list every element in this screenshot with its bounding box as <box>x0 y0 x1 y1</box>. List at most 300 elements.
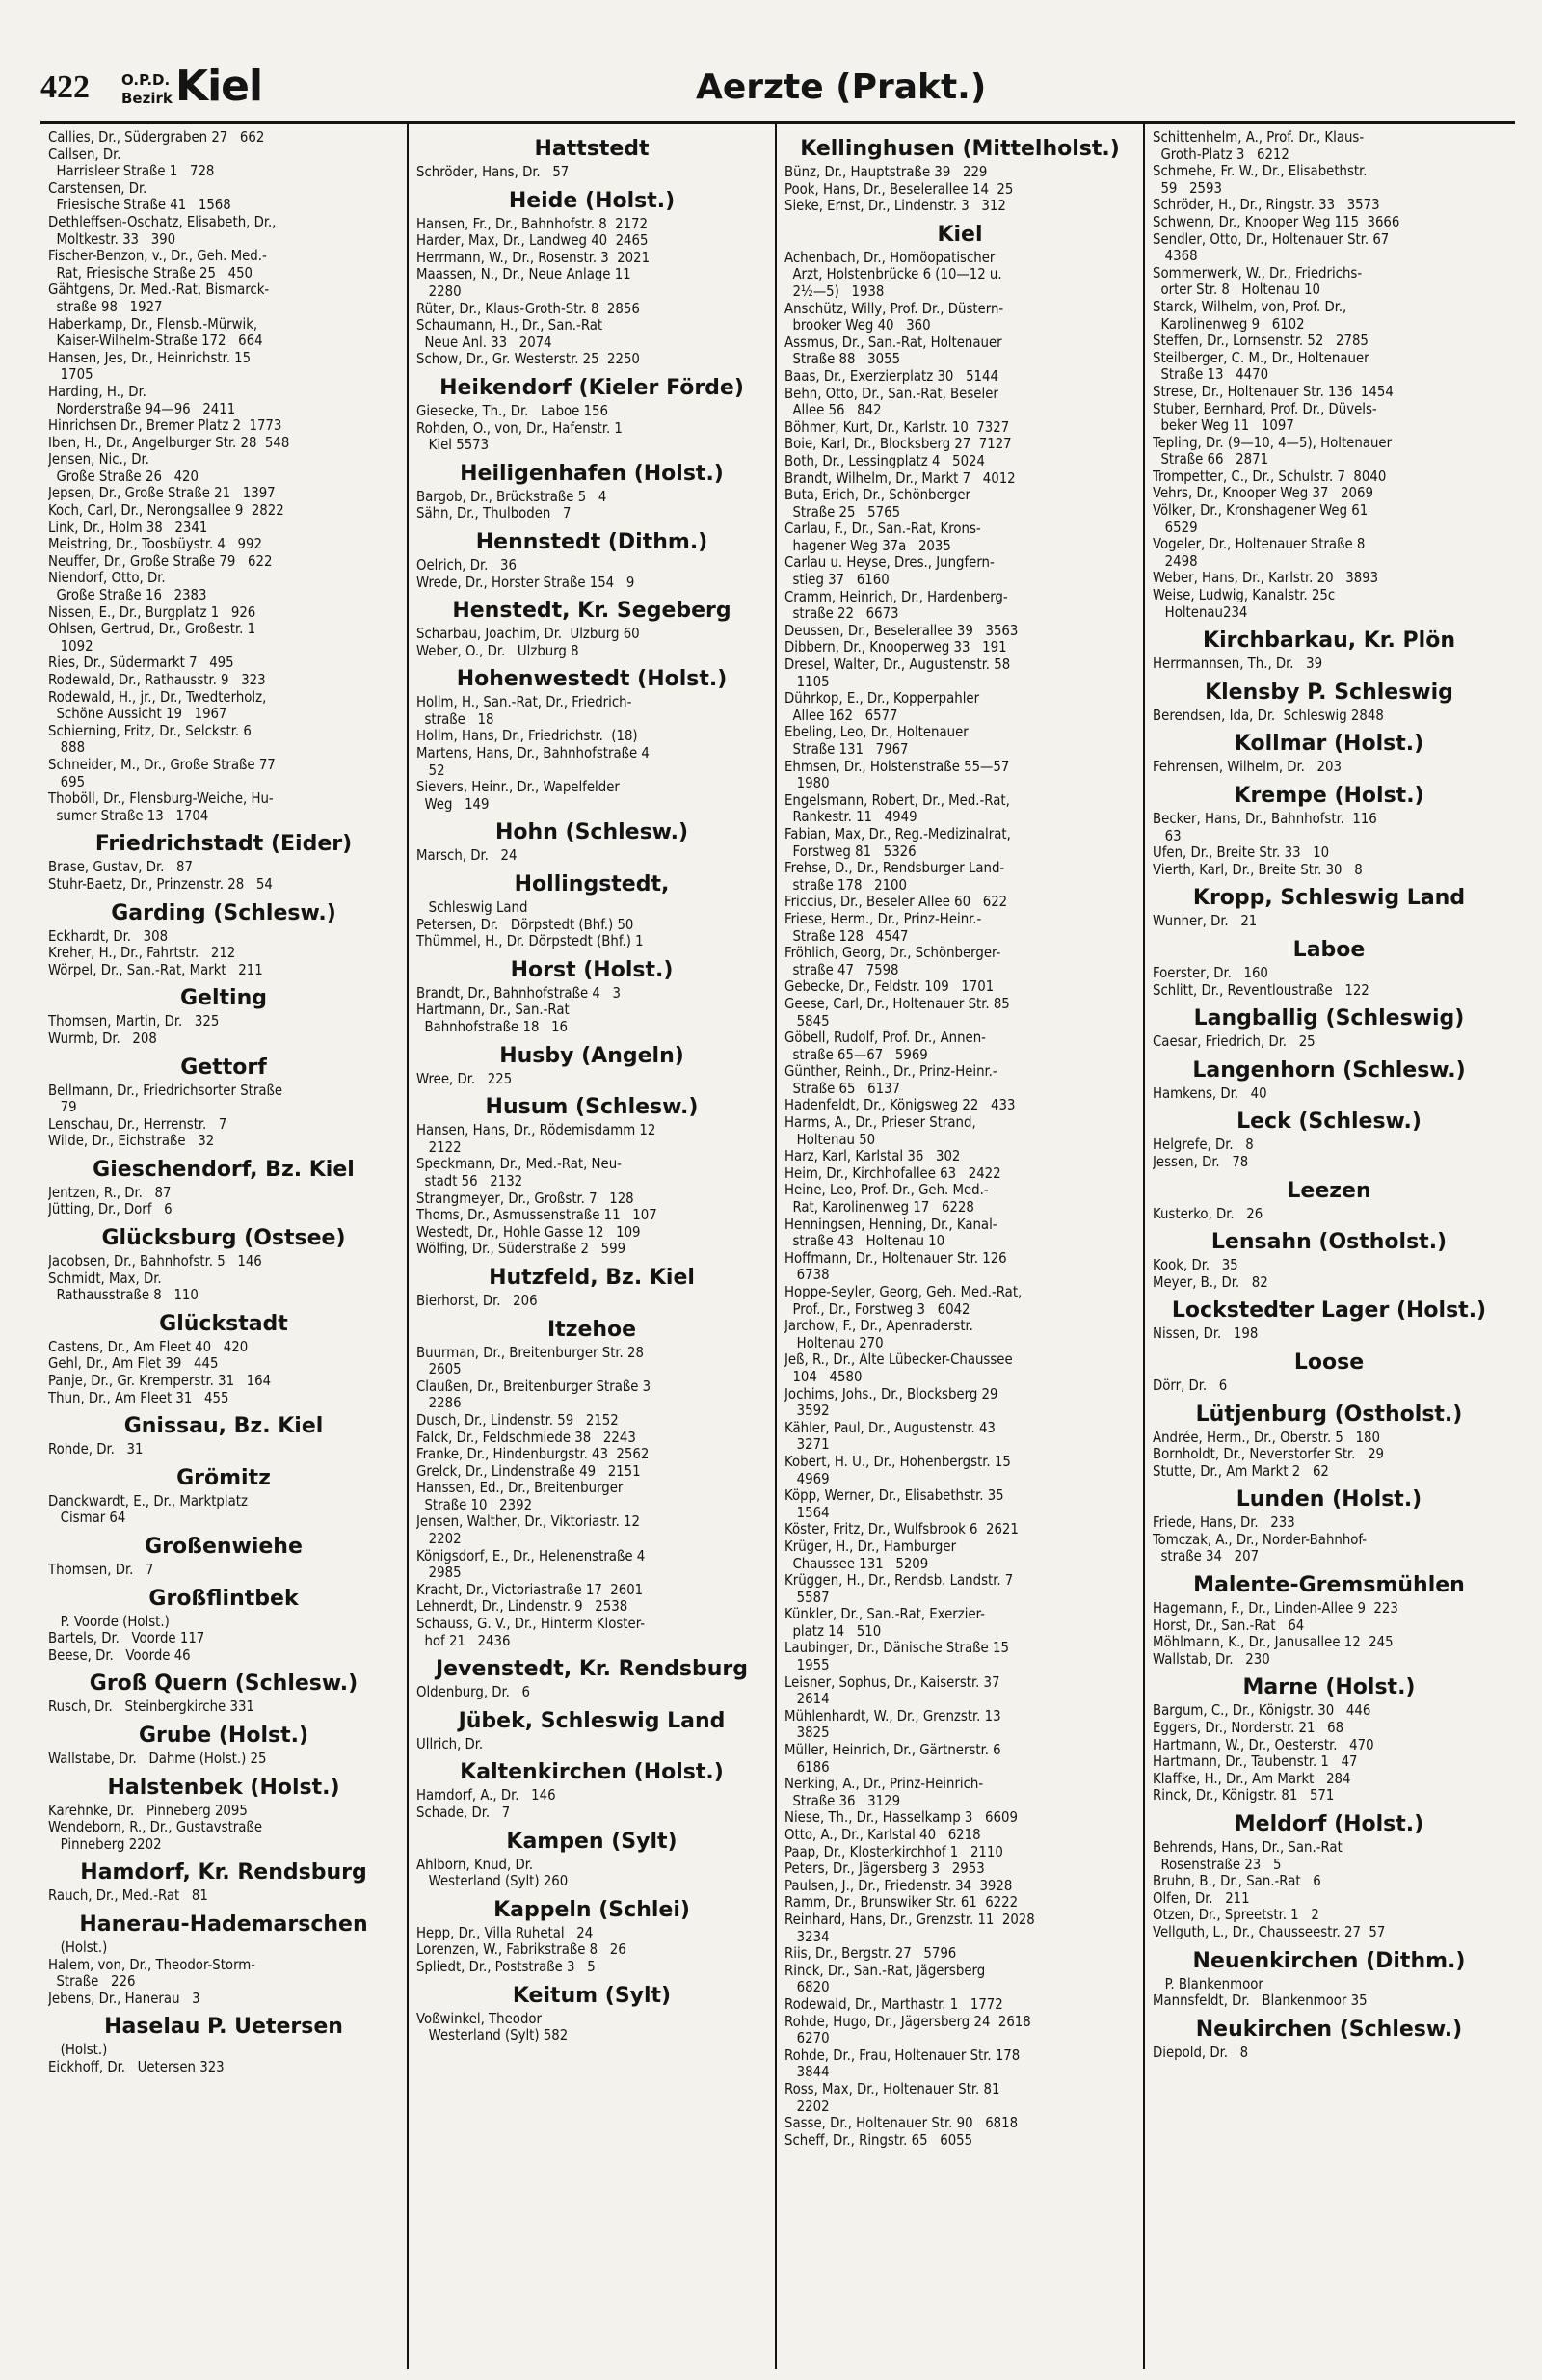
place-heading: Grömitz <box>176 1465 271 1490</box>
directory-entry: Harding, H., Dr. <box>48 383 146 400</box>
directory-entry: Voßwinkel, Theodor <box>416 2010 543 2027</box>
directory-entry: 1980 <box>784 775 830 792</box>
directory-entry: Jarchow, F., Dr., Apenraderstr. <box>784 1318 973 1335</box>
directory-entry: 63 <box>1153 827 1182 844</box>
place-heading: Glückstadt <box>159 1311 288 1336</box>
place-heading: Hennstedt (Dithm.) <box>475 529 708 554</box>
place-heading: Hanerau-Hademarschen <box>79 1912 368 1937</box>
directory-entry: Kobert, H. U., Dr., Hohenbergstr. 15 <box>784 1453 1011 1470</box>
directory-entry: straße 43 Holtenau 10 <box>784 1233 945 1250</box>
directory-entry: Thoms, Dr., Asmussenstraße 11 107 <box>416 1207 657 1224</box>
directory-entry: Böhmer, Kurt, Dr., Karlstr. 10 7327 <box>784 418 1010 436</box>
directory-entry: Holtenau234 <box>1153 603 1248 621</box>
directory-entry: Tomczak, A., Dr., Norder-Bahnhof- <box>1153 1531 1368 1548</box>
directory-entry: 79 <box>48 1099 77 1116</box>
place-heading: Gelting <box>180 986 267 1011</box>
directory-entry: Krüggen, H., Dr., Rendsb. Landstr. 7 <box>784 1572 1014 1590</box>
directory-entry: 104 4580 <box>784 1368 863 1385</box>
directory-entry: Buurman, Dr., Breitenburger Str. 28 <box>416 1344 644 1361</box>
directory-entry: Schmehe, Fr. W., Dr., Elisabethstr. <box>1153 163 1368 180</box>
directory-entry: Günther, Reinh., Dr., Prinz-Heinr.- <box>784 1063 997 1081</box>
directory-entry: Engelsmann, Robert, Dr., Med.-Rat, <box>784 791 1010 809</box>
place-heading: Gettorf <box>180 1055 267 1080</box>
place-heading: Garding (Schlesw.) <box>111 900 336 925</box>
directory-entry: Oldenburg, Dr. 6 <box>416 1684 531 1701</box>
directory-entry: Große Straße 16 2383 <box>48 587 207 604</box>
directory-entry: Schow, Dr., Gr. Westerstr. 25 2250 <box>416 351 640 368</box>
directory-entry: Jacobsen, Dr., Bahnhofstr. 5 146 <box>48 1253 262 1270</box>
directory-entry: straße 98 1927 <box>48 298 163 315</box>
directory-entry: Fischer-Benzon, v., Dr., Geh. Med.- <box>48 248 267 265</box>
directory-entry: Straße 131 7967 <box>784 741 909 758</box>
place-heading: Kaltenkirchen (Holst.) <box>460 1760 724 1785</box>
directory-entry: Holtenau 270 <box>784 1334 884 1351</box>
place-heading: Hattstedt <box>534 137 650 161</box>
directory-entry: Ufen, Dr., Breite Str. 33 10 <box>1153 844 1330 862</box>
page-header <box>40 62 1515 124</box>
directory-entry: Frehse, D., Dr., Rendsburger Land- <box>784 860 1005 877</box>
directory-entry: Möhlmann, K., Dr., Janusallee 12 245 <box>1153 1634 1394 1651</box>
directory-entry: Scheff, Dr., Ringstr. 65 6055 <box>784 2131 973 2149</box>
district-label: Bezirk <box>121 90 173 107</box>
directory-entry: Schröder, Hans, Dr. 57 <box>416 164 570 180</box>
directory-entry: Franke, Dr., Hindenburgstr. 43 2562 <box>416 1446 650 1463</box>
column-3 <box>777 123 1145 2369</box>
directory-entry: 888 <box>48 739 86 757</box>
place-heading: Grube (Holst.) <box>138 1723 309 1748</box>
directory-entry: 3271 <box>784 1436 830 1454</box>
directory-entry: Rinck, Dr., Königstr. 81 571 <box>1153 1787 1335 1805</box>
directory-entry: Schittenhelm, A., Prof. Dr., Klaus- <box>1153 129 1365 146</box>
place-heading: Kampen (Sylt) <box>506 1829 678 1854</box>
directory-entry: Allee 56 842 <box>784 402 882 419</box>
place-heading: Kappeln (Schlei) <box>493 1897 690 1922</box>
directory-entry: brooker Weg 40 360 <box>784 317 931 334</box>
directory-entry: Caesar, Friedrich, Dr. 25 <box>1153 1033 1316 1051</box>
directory-entry: platz 14 510 <box>784 1622 882 1640</box>
place-heading: Jübek, Schleswig Land <box>458 1708 726 1733</box>
directory-entry: Rathausstraße 8 110 <box>48 1287 199 1304</box>
directory-entry: Hansen, Hans, Dr., Rödemisdamm 12 <box>416 1122 656 1139</box>
directory-entry: 6738 <box>784 1267 830 1284</box>
directory-entry: Rohde, Dr. 31 <box>48 1441 144 1458</box>
directory-entry: Kook, Dr. 35 <box>1153 1257 1238 1274</box>
directory-entry: Jochims, Johs., Dr., Blocksberg 29 <box>784 1385 998 1403</box>
directory-entry: Gehl, Dr., Am Flet 39 445 <box>48 1355 219 1373</box>
directory-entry: Wilde, Dr., Eichstraße 32 <box>48 1133 215 1150</box>
directory-entry: Niese, Th., Dr., Hasselkamp 3 6609 <box>784 1809 1018 1827</box>
directory-entry: Carlau, F., Dr., San.-Rat, Krons- <box>784 521 981 538</box>
column-1 <box>40 123 409 2369</box>
directory-entry: Schauss, G. V., Dr., Hinterm Kloster- <box>416 1616 646 1633</box>
directory-entry: Deussen, Dr., Beselerallee 39 3563 <box>784 622 1019 639</box>
directory-entry: Rodewald, H., jr., Dr., Twedterholz, <box>48 688 267 706</box>
directory-entry: Jensen, Walther, Dr., Viktoriastr. 12 <box>416 1513 640 1531</box>
directory-entry: Weise, Ludwig, Kanalstr. 25c <box>1153 587 1336 604</box>
directory-entry: Friccius, Dr., Beseler Allee 60 622 <box>784 894 1008 911</box>
directory-entry: Bargum, C., Dr., Königstr. 30 446 <box>1153 1702 1371 1720</box>
directory-entry: 1105 <box>784 673 830 690</box>
place-heading: Husby (Angeln) <box>499 1043 684 1068</box>
directory-entry: Harrisleer Straße 1 728 <box>48 163 215 180</box>
directory-entry: Niendorf, Otto, Dr. <box>48 570 166 587</box>
directory-entry: Straße 13 4470 <box>1153 366 1269 384</box>
directory-entry: Strese, Dr., Holtenauer Str. 136 1454 <box>1153 383 1394 400</box>
directory-entry: Wunner, Dr. 21 <box>1153 913 1258 930</box>
directory-entry: Danckwardt, E., Dr., Marktplatz <box>48 1492 248 1510</box>
directory-entry: Hoffmann, Dr., Holtenauer Str. 126 <box>784 1249 1007 1267</box>
directory-entry: Königsdorf, E., Dr., Helenenstraße 4 <box>416 1547 646 1564</box>
place-heading: Kirchbarkau, Kr. Plön <box>1203 628 1455 654</box>
directory-entry: Große Straße 26 420 <box>48 468 199 485</box>
place-heading: Heikendorf (Kieler Förde) <box>439 375 744 400</box>
place-heading: Kollmar (Holst.) <box>1234 732 1424 757</box>
directory-entry: Göbell, Rudolf, Prof. Dr., Annen- <box>784 1030 986 1047</box>
directory-entry: Klaffke, H., Dr., Am Markt 284 <box>1153 1770 1351 1787</box>
directory-entry: Ross, Max, Dr., Holtenauer Str. 81 <box>784 2080 1000 2098</box>
directory-entry: Rüter, Dr., Klaus-Groth-Str. 8 2856 <box>416 300 640 317</box>
directory-entry: Anschütz, Willy, Prof. Dr., Düstern- <box>784 300 1004 317</box>
directory-entry: Carlau u. Heyse, Dres., Jungfern- <box>784 554 995 572</box>
directory-entry: Behn, Otto, Dr., San.-Rat, Beseler <box>784 385 998 402</box>
directory-entry: Steilberger, C. M., Dr., Holtenauer <box>1153 349 1369 366</box>
directory-entry: Köpp, Werner, Dr., Elisabethstr. 35 <box>784 1487 1004 1505</box>
directory-entry: Iben, H., Dr., Angelburger Str. 28 548 <box>48 434 290 451</box>
directory-entry: Schröder, H., Dr., Ringstr. 33 3573 <box>1153 197 1380 214</box>
directory-entry: Harder, Max, Dr., Landweg 40 2465 <box>416 232 649 250</box>
place-heading: Heiligenhafen (Holst.) <box>460 461 724 486</box>
directory-entry: Beese, Dr. Voorde 46 <box>48 1646 191 1664</box>
place-heading: Lockstedter Lager (Holst.) <box>1171 1298 1487 1324</box>
directory-entry: Cramm, Heinrich, Dr., Hardenberg- <box>784 588 1008 605</box>
directory-entry: Harz, Karl, Karlstal 36 302 <box>784 1148 961 1165</box>
directory-entry: Ehmsen, Dr., Holstenstraße 55—57 <box>784 758 1010 775</box>
directory-entry: Mühlenhardt, W., Dr., Grenzstr. 13 <box>784 1707 1001 1725</box>
place-heading: Haselau P. Uetersen <box>104 2015 343 2040</box>
directory-entry: Pook, Hans, Dr., Beselerallee 14 25 <box>784 180 1014 198</box>
directory-entry: Vellguth, L., Dr., Chausseestr. 27 57 <box>1153 1923 1386 1940</box>
directory-entry: stieg 37 6160 <box>784 572 890 589</box>
directory-entry: Brandt, Dr., Bahnhofstraße 4 3 <box>416 984 621 1002</box>
column-2 <box>409 123 777 2369</box>
directory-entry: Andrée, Herm., Dr., Oberstr. 5 180 <box>1153 1429 1380 1446</box>
directory-entry: Strangmeyer, Dr., Großstr. 7 128 <box>416 1190 634 1207</box>
directory-entry: Thomsen, Dr. 7 <box>48 1562 154 1578</box>
place-heading: Krempe (Holst.) <box>1234 784 1424 808</box>
directory-entry: Bornholdt, Dr., Neverstorfer Str. 29 <box>1153 1446 1385 1463</box>
place-heading: Lensahn (Ostholst.) <box>1210 1230 1448 1255</box>
directory-entry: Weber, Hans, Dr., Karlstr. 20 3893 <box>1153 570 1379 587</box>
directory-entry: sumer Straße 13 1704 <box>48 807 209 824</box>
directory-entry: Norderstraße 94—96 2411 <box>48 400 236 417</box>
directory-entry: Rusch, Dr. Steinbergkirche 331 <box>48 1698 254 1716</box>
directory-entry: Friesische Straße 41 1568 <box>48 197 231 214</box>
directory-entry: 1092 <box>48 637 93 655</box>
directory-entry: 59 2593 <box>1153 179 1222 197</box>
directory-entry: Jebens, Dr., Hanerau 3 <box>48 1990 200 2007</box>
place-heading: Meldorf (Holst.) <box>1234 1812 1424 1836</box>
directory-entry: Lorenzen, W., Fabrikstraße 8 26 <box>416 1941 626 1959</box>
directory-entry: Nissen, Dr. 198 <box>1153 1325 1259 1343</box>
directory-entry: Bartels, Dr. Voorde 117 <box>48 1630 205 1647</box>
directory-entry: Gähtgens, Dr. Med.-Rat, Bismarck- <box>48 281 270 299</box>
directory-entry: 5587 <box>784 1589 830 1606</box>
place-heading: Keitum (Sylt) <box>512 1983 672 2008</box>
directory-entry: Karolinenweg 9 6102 <box>1153 315 1305 333</box>
directory-entry: Sievers, Heinr., Dr., Wapelfelder <box>416 779 620 796</box>
directory-entry: Geese, Carl, Dr., Holtenauer Str. 85 <box>784 995 1010 1012</box>
directory-entry: Hartmann, W., Dr., Oesterstr. 470 <box>1153 1736 1374 1753</box>
directory-entry: Schierning, Fritz, Dr., Selckstr. 6 <box>48 722 252 739</box>
directory-entry: Köster, Fritz, Dr., Wulfsbrook 6 2621 <box>784 1521 1019 1538</box>
directory-entry: Völker, Dr., Kronshagener Weg 61 <box>1153 502 1369 520</box>
directory-entry: Castens, Dr., Am Fleet 40 420 <box>48 1338 249 1355</box>
directory-entry: Rosenstraße 23 5 <box>1153 1856 1282 1873</box>
directory-entry: Schleswig Land <box>416 899 528 917</box>
directory-entry: Rohde, Hugo, Dr., Jägersberg 24 2618 <box>784 2013 1031 2030</box>
directory-entry: Bellmann, Dr., Friedrichsorter Straße <box>48 1082 283 1099</box>
directory-entry: Wendeborn, R., Dr., Gustavstraße <box>48 1819 263 1836</box>
directory-entry: 6270 <box>784 2030 830 2047</box>
directory-entry: Boie, Karl, Dr., Blocksberg 27 7127 <box>784 436 1012 453</box>
directory-entry: Speckmann, Dr., Med.-Rat, Neu- <box>416 1156 622 1173</box>
page-number: 422 <box>40 69 90 105</box>
directory-entry: Meistring, Dr., Toosbüystr. 4 992 <box>48 536 262 553</box>
place-heading: Lütjenburg (Ostholst.) <box>1195 1402 1463 1427</box>
directory-entry: 6529 <box>1153 519 1198 536</box>
directory-entry: Jessen, Dr. 78 <box>1153 1153 1249 1170</box>
directory-entry: Maassen, N., Dr., Neue Anlage 11 <box>416 266 631 283</box>
directory-entry: Hanssen, Ed., Dr., Breitenburger <box>416 1480 624 1497</box>
directory-entry: Hoppe-Seyler, Georg, Geh. Med.-Rat, <box>784 1284 1023 1300</box>
directory-entry: Hamdorf, A., Dr. 146 <box>416 1787 556 1805</box>
directory-entry: Wrede, Dr., Horster Straße 154 9 <box>416 574 635 591</box>
directory-entry: 2605 <box>416 1361 462 1378</box>
directory-entry: Wree, Dr. 225 <box>416 1070 513 1087</box>
directory-entry: Stuber, Bernhard, Prof. Dr., Düvels- <box>1153 400 1377 417</box>
place-heading: Loose <box>1293 1350 1365 1375</box>
directory-entry: 2985 <box>416 1564 462 1582</box>
directory-entry: 52 <box>416 762 445 779</box>
directory-entry: Straße 36 3129 <box>784 1792 901 1809</box>
directory-entry: Foerster, Dr. 160 <box>1153 964 1268 981</box>
directory-entry: Ullrich, Dr. <box>416 1735 495 1752</box>
directory-entry: beker Weg 11 1097 <box>1153 417 1294 435</box>
directory-entry: hof 21 2436 <box>416 1632 511 1649</box>
place-heading: Langballig (Schleswig) <box>1193 1006 1465 1031</box>
place-heading: Malente-Gremsmühlen <box>1193 1573 1465 1598</box>
directory-entry: 2202 <box>784 2098 830 2115</box>
directory-entry: Oelrich, Dr. 36 <box>416 556 517 574</box>
place-heading: Kellinghusen (Mittelholst.) <box>800 137 1120 161</box>
directory-entry: Marsch, Dr. 24 <box>416 847 518 865</box>
place-heading: Hutzfeld, Bz. Kiel <box>489 1265 695 1290</box>
directory-entry: Hollm, H., San.-Rat, Dr., Friedrich- <box>416 694 632 711</box>
directory-entry: orter Str. 8 Holtenau 10 <box>1153 281 1321 299</box>
directory-entry: Helgrefe, Dr. 8 <box>1153 1137 1254 1154</box>
directory-entry: Kaiser-Wilhelm-Straße 172 664 <box>48 333 263 350</box>
directory-entry: Sieke, Ernst, Dr., Lindenstr. 3 312 <box>784 198 1006 215</box>
directory-entry: Schade, Dr. 7 <box>416 1805 511 1821</box>
directory-entry: Starck, Wilhelm, von, Prof. Dr., <box>1153 298 1347 315</box>
directory-entry: Martens, Hans, Dr., Bahnhofstraße 4 <box>416 745 650 762</box>
directory-entry: Bierhorst, Dr. 206 <box>416 1292 538 1309</box>
directory-entry: Karehnke, Dr. Pinneberg 2095 <box>48 1802 248 1819</box>
directory-entry: Riis, Dr., Bergstr. 27 5796 <box>784 1945 957 1963</box>
directory-entry: Allee 162 6577 <box>784 707 898 724</box>
directory-entry: Falck, Dr., Feldschmiede 38 2243 <box>416 1429 636 1446</box>
directory-entry: Wurmb, Dr. 208 <box>48 1030 157 1047</box>
directory-entry: Fabian, Max, Dr., Reg.-Medizinalrat, <box>784 825 1011 842</box>
directory-entry: Harms, A., Dr., Prieser Strand, <box>784 1114 976 1132</box>
directory-entry: Westedt, Dr., Hohle Gasse 12 109 <box>416 1223 641 1241</box>
directory-entry: Friese, Herm., Dr., Prinz-Heinr.- <box>784 910 982 927</box>
place-heading: Hohn (Schlesw.) <box>495 820 688 845</box>
directory-entry: (Holst.) <box>48 2042 108 2059</box>
directory-entry: Panje, Dr., Gr. Kremperstr. 31 164 <box>48 1373 272 1390</box>
directory-entry: 4969 <box>784 1470 830 1487</box>
directory-entry: Mannsfeldt, Dr. Blankenmoor 35 <box>1153 1992 1368 2010</box>
directory-entry: Wölfing, Dr., Süderstraße 2 599 <box>416 1241 626 1258</box>
directory-entry: Rodewald, Dr., Marthastr. 1 1772 <box>784 1995 1003 2013</box>
directory-entry: Becker, Hans, Dr., Bahnhofstr. 116 <box>1153 811 1377 827</box>
directory-entry: Hepp, Dr., Villa Ruhetal 24 <box>416 1924 594 1941</box>
place-heading: Horst (Holst.) <box>510 957 674 982</box>
directory-entry: Groth-Platz 3 6212 <box>1153 146 1289 163</box>
directory-entry: straße 18 <box>416 710 494 728</box>
directory-entry: Vogeler, Dr., Holtenauer Straße 8 <box>1153 536 1366 553</box>
directory-entry: Straße 128 4547 <box>784 927 909 945</box>
directory-entry: Hansen, Jes, Dr., Heinrichstr. 15 <box>48 349 252 366</box>
directory-entry: hagener Weg 37a 2035 <box>784 537 951 554</box>
directory-entry: 1705 <box>48 366 93 384</box>
directory-entry: Buta, Erich, Dr., Schönberger <box>784 487 970 504</box>
directory-entry: Ries, Dr., Südermarkt 7 495 <box>48 655 234 672</box>
directory-entry: Claußen, Dr., Breitenburger Straße 3 <box>416 1377 651 1395</box>
directory-entry: Straße 10 2392 <box>416 1496 533 1513</box>
directory-entry: Otzen, Dr., Spreetstr. 1 2 <box>1153 1907 1319 1924</box>
directory-columns <box>40 123 1515 2369</box>
directory-entry: Bahnhofstraße 18 16 <box>416 1019 569 1035</box>
directory-entry: Bruhn, B., Dr., San.-Rat 6 <box>1153 1873 1321 1890</box>
directory-entry: Straße 25 5765 <box>784 503 901 521</box>
directory-entry: Kracht, Dr., Victoriastraße 17 2601 <box>416 1581 644 1598</box>
directory-entry: Cismar 64 <box>48 1510 126 1527</box>
directory-entry: Rat, Karolinenweg 17 6228 <box>784 1199 974 1217</box>
directory-entry: Dethleffsen-Oschatz, Elisabeth, Dr., <box>48 213 277 230</box>
directory-entry: Link, Dr., Holm 38 2341 <box>48 519 208 536</box>
directory-entry: 4368 <box>1153 248 1198 265</box>
directory-entry: Jensen, Nic., Dr. <box>48 451 149 468</box>
directory-entry: Lenschau, Dr., Herrenstr. 7 <box>48 1115 227 1133</box>
directory-entry: Heine, Leo, Prof. Dr., Geh. Med.- <box>784 1182 989 1199</box>
directory-entry: Schlitt, Dr., Reventloustraße 122 <box>1153 981 1369 999</box>
directory-entry: Sommerwerk, W., Dr., Friedrichs- <box>1153 264 1363 281</box>
directory-entry: Reinhard, Hans, Dr., Grenzstr. 11 2028 <box>784 1911 1035 1928</box>
directory-entry: Weg 149 <box>416 795 490 813</box>
directory-entry: Giesecke, Th., Dr. Laboe 156 <box>416 402 608 419</box>
place-heading: Lunden (Holst.) <box>1236 1487 1422 1512</box>
directory-entry: Schaumann, H., Dr., San.-Rat <box>416 317 603 334</box>
directory-entry: Halem, von, Dr., Theodor-Storm- <box>48 1956 256 1973</box>
place-heading: Husum (Schlesw.) <box>485 1095 699 1120</box>
directory-entry: 695 <box>48 773 86 790</box>
directory-entry: Peters, Dr., Jägersberg 3 2953 <box>784 1860 985 1878</box>
directory-entry: 2614 <box>784 1691 830 1708</box>
directory-entry: Rat, Friesische Straße 25 450 <box>48 264 253 281</box>
directory-entry: 3844 <box>784 2064 830 2081</box>
directory-entry: Schneider, M., Dr., Große Straße 77 <box>48 756 276 773</box>
place-heading: Langenhorn (Schlesw.) <box>1192 1057 1466 1083</box>
directory-entry: Hamkens, Dr. 40 <box>1153 1084 1267 1102</box>
place-heading: Henstedt, Kr. Segeberg <box>452 599 731 624</box>
directory-entry: Trompetter, C., Dr., Schulstr. 7 8040 <box>1153 468 1387 485</box>
place-heading: Marne (Holst.) <box>1242 1675 1416 1700</box>
directory-entry: Thomsen, Martin, Dr. 325 <box>48 1013 220 1030</box>
directory-entry: Heim, Dr., Kirchhofallee 63 2422 <box>784 1164 1001 1182</box>
directory-entry: Ramm, Dr., Brunswiker Str. 61 6222 <box>784 1894 1019 1912</box>
directory-entry: Herrmannsen, Th., Dr. 39 <box>1153 655 1323 673</box>
directory-entry: Ahlborn, Knud, Dr. <box>416 1856 534 1873</box>
directory-entry: Sasse, Dr., Holtenauer Str. 90 6818 <box>784 2115 1019 2132</box>
directory-entry: Carstensen, Dr. <box>48 179 147 197</box>
directory-entry: Diepold, Dr. 8 <box>1153 2044 1249 2061</box>
directory-entry: Fröhlich, Georg, Dr., Schönberger- <box>784 945 1001 962</box>
directory-entry: straße 22 6673 <box>784 605 899 623</box>
directory-entry: Krüger, H., Dr., Hamburger <box>784 1538 957 1555</box>
directory-entry: Schwenn, Dr., Knooper Weg 115 3666 <box>1153 213 1400 230</box>
place-heading: Kiel <box>937 222 983 247</box>
directory-entry: Prof., Dr., Forstweg 3 6042 <box>784 1300 970 1318</box>
directory-entry: Hinrichsen Dr., Bremer Platz 2 1773 <box>48 417 282 435</box>
directory-entry: straße 178 2100 <box>784 876 907 894</box>
directory-entry: Vierth, Karl, Dr., Breite Str. 30 8 <box>1153 861 1363 878</box>
place-heading: Jevenstedt, Kr. Rendsburg <box>436 1657 748 1682</box>
opd-district-label <box>121 71 172 108</box>
directory-entry: Paap, Dr., Klosterkirchhof 1 2110 <box>784 1843 1003 1860</box>
place-heading: Itzehoe <box>546 1317 637 1342</box>
directory-entry: Thümmel, H., Dr. Dörpstedt (Bhf.) 1 <box>416 933 644 950</box>
directory-entry: 2286 <box>416 1395 462 1412</box>
directory-entry: Holtenau 50 <box>784 1131 876 1148</box>
directory-entry: Horst, Dr., San.-Rat 64 <box>1153 1617 1305 1634</box>
directory-entry: Olfen, Dr. 211 <box>1153 1889 1250 1907</box>
directory-entry: Jentzen, R., Dr. 87 <box>48 1184 172 1201</box>
directory-entry: Jepsen, Dr., Große Straße 21 1397 <box>48 485 276 502</box>
directory-entry: Dörr, Dr. 6 <box>1153 1377 1228 1394</box>
directory-entry: Ebeling, Leo, Dr., Holtenauer <box>784 724 969 741</box>
directory-entry: 5845 <box>784 1012 830 1030</box>
directory-entry: Grelck, Dr., Lindenstraße 49 2151 <box>416 1462 641 1480</box>
directory-entry: Sähn, Dr., Thulboden 7 <box>416 505 572 522</box>
directory-entry: Friede, Hans, Dr. 233 <box>1153 1514 1295 1532</box>
directory-entry: Kusterko, Dr. 26 <box>1153 1205 1263 1222</box>
directory-entry: Straße 88 3055 <box>784 351 901 368</box>
place-heading: Kropp, Schleswig Land <box>1192 886 1466 911</box>
place-heading: Neuenkirchen (Dithm.) <box>1192 1948 1466 1973</box>
directory-entry: Schmidt, Max, Dr. <box>48 1270 162 1287</box>
directory-entry: Neuffer, Dr., Große Straße 79 622 <box>48 552 273 570</box>
directory-entry: Weber, O., Dr. Ulzburg 8 <box>416 642 579 659</box>
directory-entry: straße 47 7598 <box>784 961 899 978</box>
directory-entry: P. Blankenmoor <box>1153 1975 1263 1992</box>
directory-entry: Callies, Dr., Südergraben 27 662 <box>48 129 265 146</box>
directory-entry: Dibbern, Dr., Knooperweg 33 191 <box>784 639 1007 656</box>
opd-label: O.P.D. <box>121 71 171 89</box>
directory-entry: Kiel 5573 <box>416 437 490 454</box>
directory-entry: Assmus, Dr., San.-Rat, Holtenauer <box>784 334 1002 351</box>
place-heading: Gieschendorf, Bz. Kiel <box>93 1157 355 1182</box>
